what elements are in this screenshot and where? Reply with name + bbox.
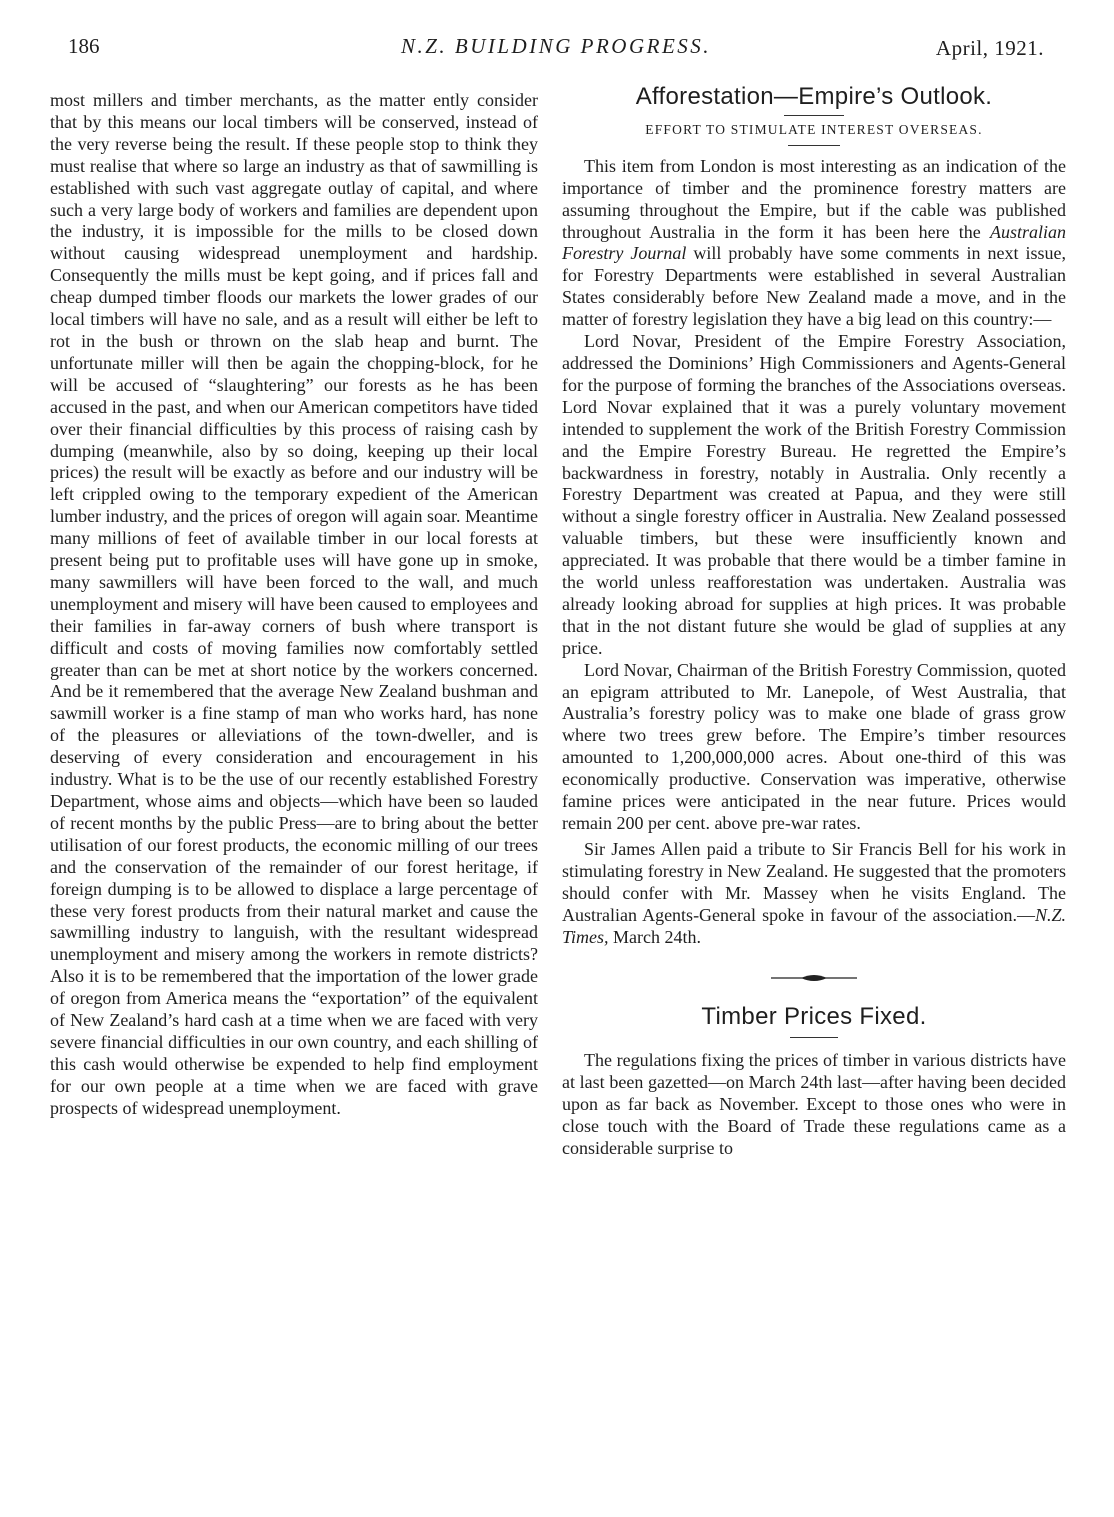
left-column xyxy=(50,90,538,1120)
page-number: 186 xyxy=(68,34,100,58)
source-name: N.Z. Times, xyxy=(562,904,1066,947)
page-header xyxy=(68,34,1044,66)
section-divider-ornament xyxy=(769,972,859,984)
masthead: N.Z. BUILDING PROGRESS. xyxy=(400,34,712,58)
issue-date: April, 1921. xyxy=(935,36,1044,60)
article-subtitle: EFFORT TO STIMULATE INTEREST OVERSEAS. xyxy=(645,121,983,137)
article-paragraph: Sir James Allen paid a tribute to Sir Francis Bell for his work in stimulating forestry in New Zealand. He suggested that the promoters should confer with Mr. Massey when he visits England. The Australian Agents-General spoke in favour of the association.—N.Z. Times, March 24th. xyxy=(562,838,1066,947)
article-title-afforestation: Afforestation—Empire’s Outlook. xyxy=(635,83,993,110)
title-rule xyxy=(784,115,844,116)
article-paragraph: Lord Novar, President of the Empire Forestry Association, addressed the Dominions’ High Commissioners and Agents-General for the purpose of forming the branches of the Associations overseas. Lord Novar explained that it was a purely voluntary movement intended to supplement the work of the British Forestry Commission and the Empire Forestry Bureau. He regretted the Empire’s backwardness in forestry, notably in Australia. Only recently a Forestry Department was created at Papua, and they were still without a single forestry officer in Australia. New Zealand possessed valuable timbers, but these were insufficiently known and appreciated. It was probable that there would be a timber famine in the world unless reafforestation was undertaken. Australia was already looking abroad for supplies at high prices. It was probable that in the not distant future she would be glad of supplies at any price. xyxy=(562,331,1066,658)
journal-name: Australian Forestry Journal xyxy=(562,221,1066,264)
article-paragraph: This item from London is most interesting as an indication of the importance of timber and the prominence forestry matters are assuming throughout the Empire, but if the cable was published throughout Australia in the form it has been here the Australian Forestry Journal will probably have some comments in next issue, for Forestry Departments were established in several Australian States considerably before New Zealand made a move, and in the matter of forestry legislation they have a big lead on this country:— xyxy=(562,155,1066,330)
subtitle-rule xyxy=(788,145,840,146)
article-paragraph: The regulations fixing the prices of timber in various districts have at last been gazetted—on March 24th last—after having been decided upon as far back as November. Except to those ones who were in close touch with the Board of Trade these regulations came as a considerable surprise to xyxy=(562,1050,1066,1158)
title-rule xyxy=(790,1037,838,1038)
article-paragraph: Lord Novar, Chairman of the British Forestry Commission, quoted an epigram attributed to Mr. Lanepole, of West Australia, that Australia’s forestry policy was to make one blade of grass grow where two trees grew before. The Empire’s timber resources amounted to 1,200,000,000 acres. About one-third of this was economically productive. Conservation was imperative, otherwise famine prices were anticipated in the near future. Prices would remain 200 per cent. above pre-war rates. xyxy=(562,659,1066,833)
left-column-paragraph: most millers and timber merchants, as the matter ently consider that by this means our local timbers will be conserved, instead of the very reverse being the result. If these people stop to think they must realise that where so large an industry as that of sawmilling is established with such vast aggregate outlay of capital, and where such a very large body of workers and families are dependent upon the industry, it is impossible for the mills to be closed down without causing widespread unemployment and hardship. Consequently the mills must be kept going, and if prices fall and cheap dumped timber floods our markets the lower grades of our local timbers will have no sale, and as a result will either be left to rot in the bush or thrown on the slab heap and burnt. The unfortunate miller will then be again the chopping-block, for he will be accused of “slaughtering” our forests as he has been accused in the past, and when our American competitors have tided over their financial difficulties by this process of raising cash by dumping (meanwhile, also by so doing, keeping up their local prices) the result will be exactly as before and our industry will be left crippled owing to the temporary expedient of the American lumber industry, and the prices of oregon will again soar. Meantime many millions of feet of available timber in our local forests at present being put to profitable uses will have gone up in smoke, many sawmillers will have been forced to the wall, and much unemployment and misery will have been caused to employees and their families in far-away corners of bush where transport is difficult and costs of moving families now comfortably settled greater than can be met at short notice by the workers concerned. And be it remembered that the average New Zealand bushman and sawmill worker is a fine stamp of man who works hard, has none of the pleasures or alleviations of the town-dweller, and is deserving of every consideration and encouragement in his industry. What is to be the use of our recently established Forestry Department, whose aims and objects—which have been so lauded of recent months by the public Press—are to bring about the better utilisation of our forest products, the economic milling of our trees and the conservation of the remainder of our forest heritage, if foreign dumping is to be allowed to displace a large percentage of these very forest products from their natural market and cause the sawmilling industry to languish, with the resultant widespread unemployment and misery among the workers in remote districts? Also it is to be remembered that the importation of the lower grade of oregon from America means the “exportation” of the equivalent of New Zealand’s hard cash at a time when we are faced with very severe financial difficulties in our own country, and each shilling of this cash would otherwise be expended to help find employment for our own people at a time when we are faced with grave prospects of widespread unemployment. xyxy=(50,90,538,1118)
article-title-timber-prices: Timber Prices Fixed. xyxy=(701,1003,927,1031)
right-column xyxy=(562,83,1066,1160)
